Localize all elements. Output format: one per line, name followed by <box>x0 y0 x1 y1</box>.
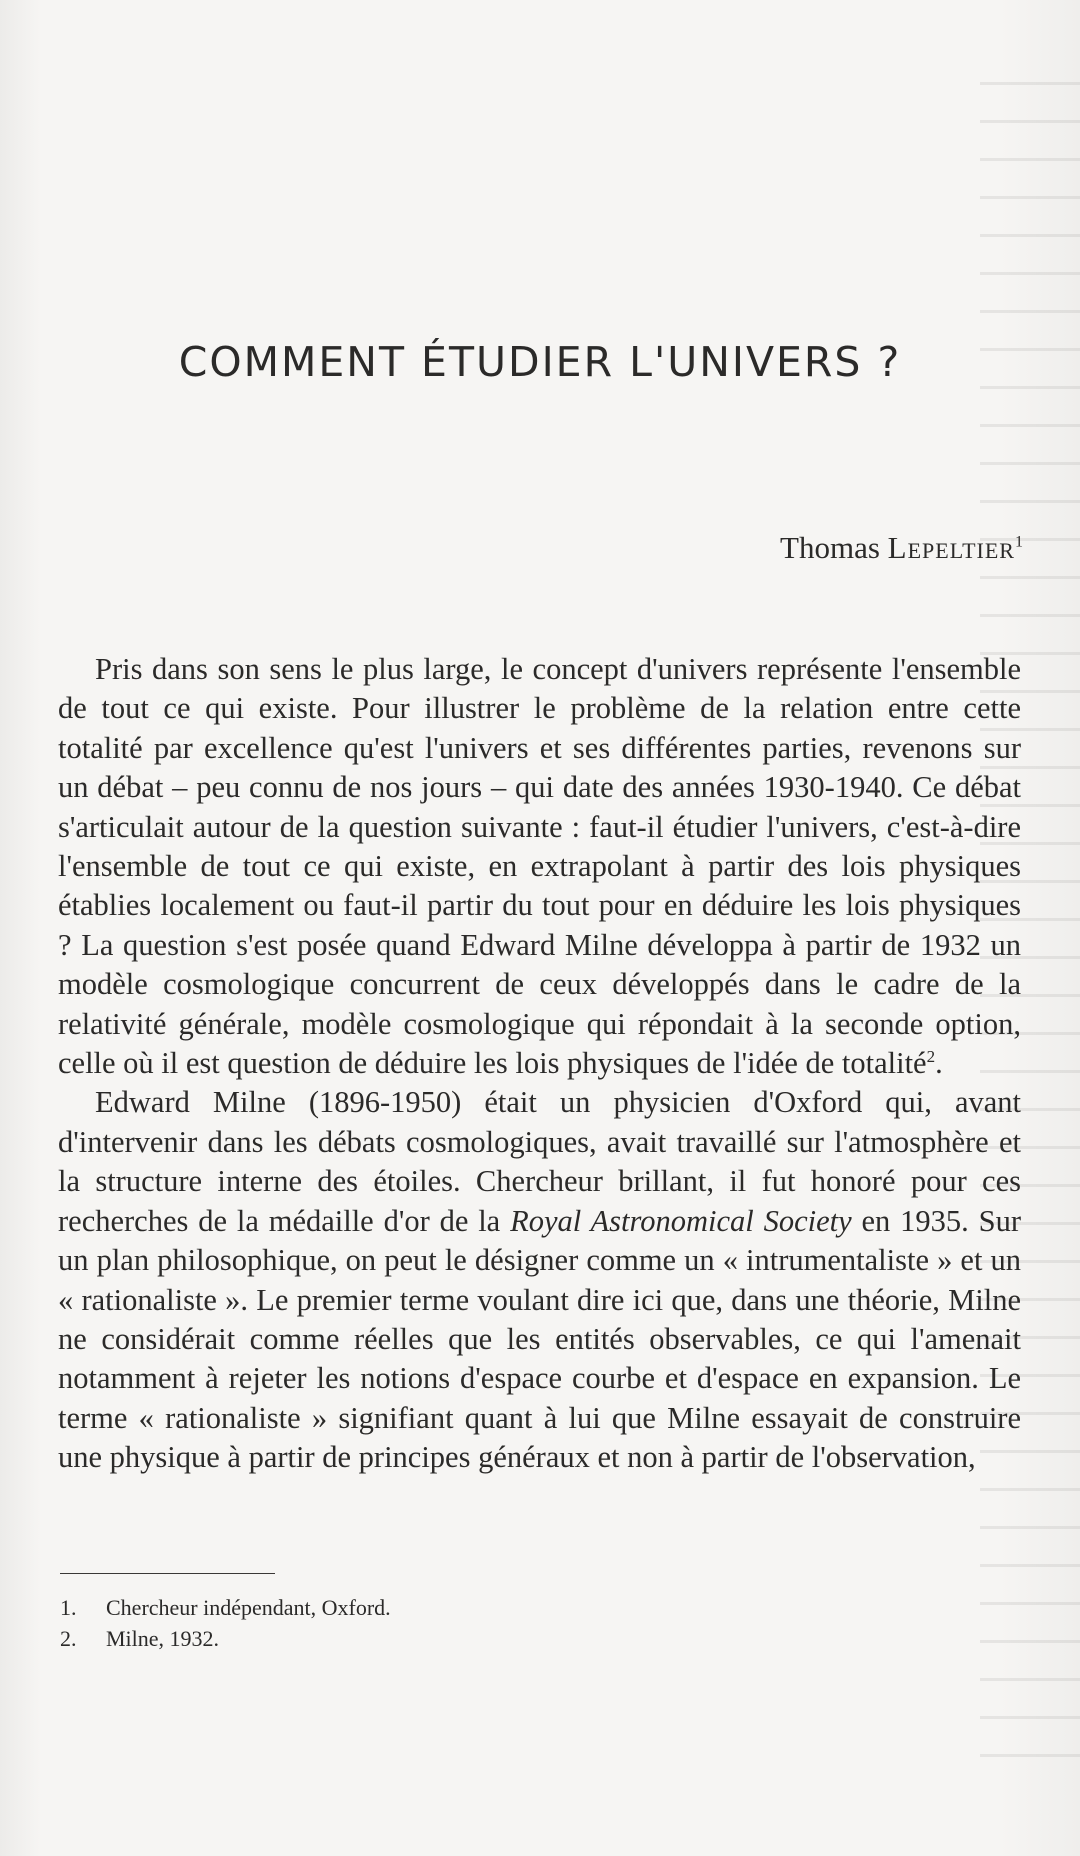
paragraph-2-text-end: en 1935. Sur un plan philosophique, on peut le désigner comme un « intrumentaliste » et un « rationaliste ». Le premier terme voulant dire ici que, dans une théorie, Milne ne considérait comme réelles que les entités observables, ce qui l'amenait notamment à rejeter les notions d'espace courbe et d'espace en expansion. Le terme « rationaliste » signifiant quant à lui que Milne essayait de construire une physique à partir de principes généraux et non à partir de l'observation, <box>58 1203 1021 1475</box>
footnote-text: Chercheur indépendant, Oxford. <box>106 1595 391 1620</box>
footnote-2 <box>60 1623 391 1654</box>
paragraph-1-note-ref: 2 <box>926 1046 936 1066</box>
author-byline <box>780 530 1023 566</box>
author-note-ref: 1 <box>1015 533 1023 551</box>
footnote-1 <box>60 1592 391 1623</box>
footnotes <box>60 1592 391 1654</box>
author-first-name: Thomas <box>780 530 880 565</box>
paragraph-2 <box>58 1083 1021 1477</box>
footnote-number: 2. <box>60 1626 77 1651</box>
body-text <box>58 650 1021 1478</box>
paragraph-1-end: . <box>935 1046 943 1081</box>
footnote-divider <box>60 1573 275 1574</box>
paragraph-2-text-start: Edward Milne (1896-1950) était un physicien d'Oxford qui, avant d'intervenir dans les débats cosmologiques, avait travaillé sur l'atmosphère et la structure interne des étoiles. Chercheur brillant, il fut honoré pour ces recherches de la médaille d'or de la <box>58 1085 1021 1238</box>
society-name: Royal Astronomical Society <box>510 1203 852 1238</box>
author-last-name: Lepeltier <box>887 530 1015 565</box>
footnote-number: 1. <box>60 1595 77 1620</box>
paragraph-1 <box>58 650 1021 1083</box>
chapter-title: COMMENT ÉTUDIER L'UNIVERS ? <box>178 338 902 386</box>
footnote-text: Milne, 1932. <box>106 1626 220 1651</box>
paragraph-1-text: Pris dans son sens le plus large, le concept d'univers représente l'ensemble de tout ce qui existe. Pour illustrer le problème de la relation entre cette totalité par excellence qu'est l'univers et ses différentes parties, revenons sur un débat – peu connu de nos jours – qui date des années 1930-1940. Ce débat s'articulait autour de la question suivante : faut-il étudier l'univers, c'est-à-dire l'ensemble de tout ce qui existe, en extrapolant à partir des lois physiques établies localement ou faut-il partir du tout pour en déduire les lois physiques ? La question s'est posée quand Edward Milne développa à partir de 1932 un modèle cosmologique concurrent de ceux développés dans le cadre de la relativité générale, modèle cosmologique qui répondait à la seconde option, celle où il est question de déduire les lois physiques de l'idée de totalité <box>58 652 1021 1081</box>
